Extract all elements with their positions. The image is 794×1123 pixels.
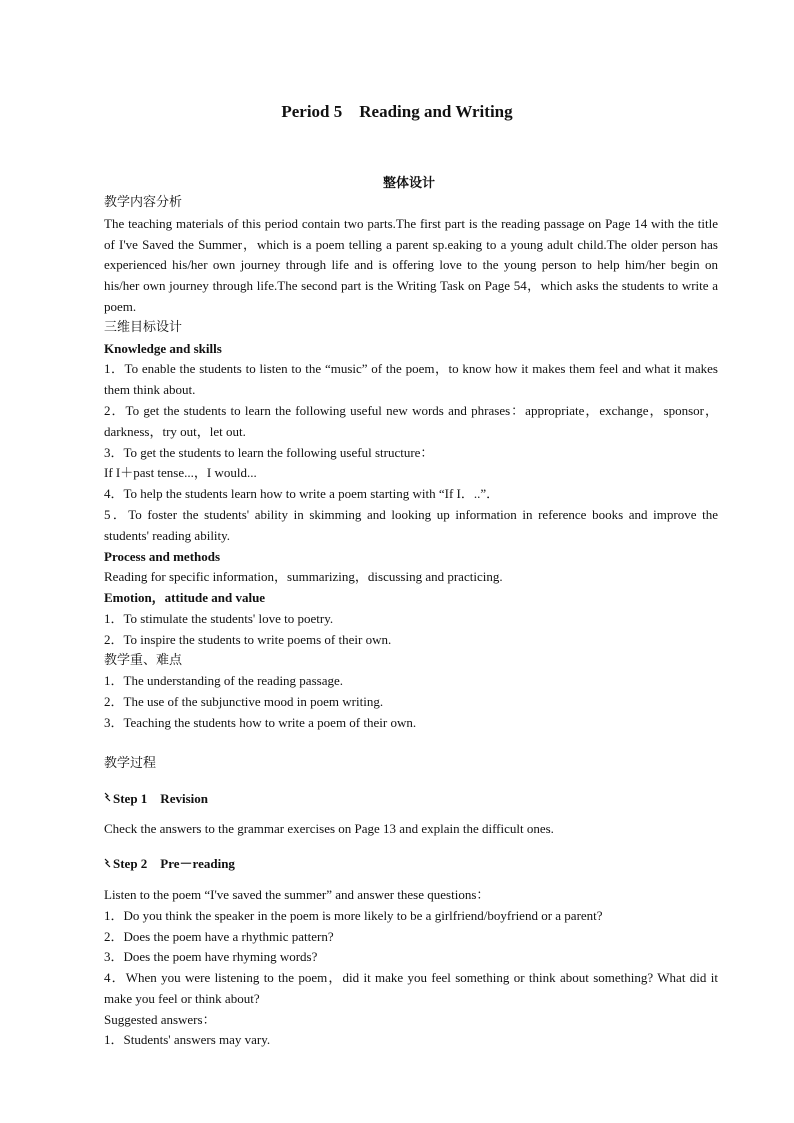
- question-item: 1．Do you think the speaker in the poem is more likely to be a girlfriend/boyfriend or a parent?: [104, 907, 603, 923]
- heading-key-points: 教学重、难点: [104, 652, 183, 668]
- intro-paragraph: The teaching materials of this period contain two parts.The first part is the reading passage on Page 14 with the title of I've Saved the Summer，which is a poem telling a parent sp.eaking to a young adult child.The older person has experienced his/her own journey through life and is offering love to the young person to help him/her begin on his/her own journey through life.The second part is the Writing Task on Page 54，which asks the students to write a poem.: [104, 215, 718, 314]
- heading-emotion: Emotion，attitude and value: [104, 590, 266, 606]
- step-2-title: Step 2 Pre－reading: [113, 856, 235, 872]
- heading-content-analysis: 教学内容分析: [104, 195, 183, 210]
- heading-teaching-process: 教学过程: [104, 755, 157, 771]
- heading-knowledge: Knowledge and skills: [104, 340, 222, 356]
- document-body: [76, 193, 718, 1051]
- step-2-intro: Listen to the poem “I've saved the summer” and answer these questions：: [104, 886, 490, 902]
- knowledge-item: 1．To enable the students to listen to the “music” of the poem，to know how it makes them feel and what it makes them think about.: [104, 361, 718, 398]
- process-text: Reading for specific information，summarizing，discussing and practicing.: [104, 569, 503, 585]
- question-item: 4．When you were listening to the poem，did it make you feel something or think about something? What did it make you feel or think about?: [104, 970, 718, 1006]
- knowledge-item: If I＋past tense...，I would...: [104, 465, 257, 481]
- question-item: 2．Does the poem have a rhythmic pattern?: [104, 928, 334, 944]
- heading-goals: 三维目标设计: [104, 319, 183, 335]
- key-point-item: 2．The use of the subjunctive mood in poem writing.: [104, 694, 384, 710]
- key-point-item: 1．The understanding of the reading passage.: [104, 673, 343, 689]
- knowledge-item: 2．To get the students to learn the following useful new words and phrases：appropriate，exchange，sponsor，darkness，try out，let out.: [104, 402, 718, 439]
- section-subtitle: 整体设计: [382, 176, 435, 191]
- heading-process: Process and methods: [104, 548, 221, 564]
- knowledge-item: 3．To get the students to learn the following useful structure：: [104, 444, 434, 460]
- knowledge-item: 5．To foster the students' ability in skimming and looking up information in reference books and improve the students' reading ability.: [104, 506, 718, 543]
- step-marker-icon: [104, 858, 112, 868]
- page-title: Period 5 Reading and Writing: [281, 102, 513, 121]
- emotion-item: 1．To stimulate the students' love to poetry.: [104, 610, 334, 626]
- step-1-heading: [76, 789, 718, 810]
- question-item: 3．Does the poem have rhyming words?: [104, 949, 318, 965]
- key-point-item: 3．Teaching the students how to write a poem of their own.: [104, 714, 417, 730]
- step-1-text: Check the answers to the grammar exercises on Page 13 and explain the difficult ones.: [104, 821, 554, 837]
- step-2-heading: [76, 854, 718, 875]
- step-marker-icon: [104, 792, 112, 802]
- knowledge-item: 4．To help the students learn how to write a poem starting with “If I．..”．: [104, 486, 500, 502]
- suggested-answers-label: Suggested answers：: [104, 1011, 216, 1027]
- answer-item: 1．Students' answers may vary.: [104, 1032, 271, 1048]
- step-1-title: Step 1 Revision: [113, 790, 208, 806]
- emotion-item: 2．To inspire the students to write poems of their own.: [104, 631, 392, 647]
